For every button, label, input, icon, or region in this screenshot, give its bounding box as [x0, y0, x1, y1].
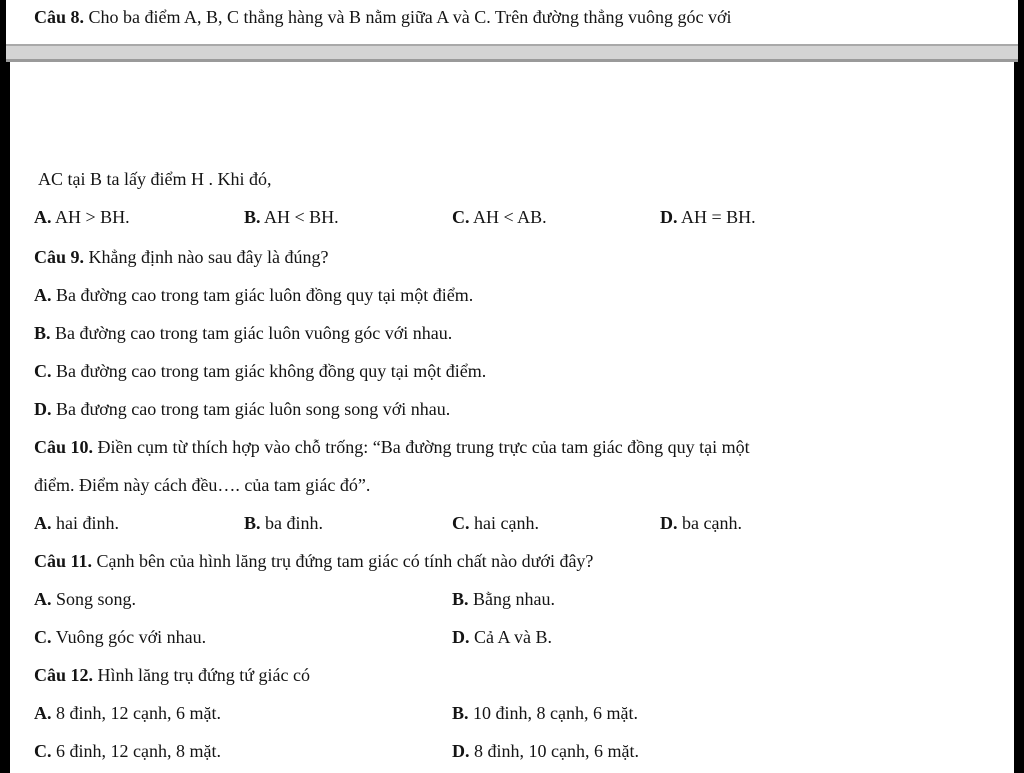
q8-text-line2: AC tại B ta lấy điểm H . Khi đó, — [38, 169, 272, 189]
q11-option-d: D. Cả A và B. — [452, 627, 553, 647]
q8-option-d: D. AH = BH. — [660, 207, 756, 227]
q8-stem-1: Cho ba điểm A, B, C thẳng hàng và B nằm giữa A và C. Trên đường thẳng vuông góc với — [88, 7, 732, 27]
q12-option-a: A. 8 đinh, 12 cạnh, 6 mặt. — [34, 703, 221, 723]
q11-option-c: C. Vuông góc với nhau. — [34, 627, 207, 647]
q10-option-b: B. ba đinh. — [244, 513, 324, 533]
q12-option-b: B. 10 đinh, 8 cạnh, 6 mặt. — [452, 703, 638, 723]
q8-option-b: B. AH < BH. — [244, 207, 339, 227]
page-separator-band — [6, 44, 1018, 62]
q8-text-line1 — [34, 6, 732, 28]
q11-option-b: B. Bằng nhau. — [452, 589, 555, 609]
q11-question: Câu 11. Cạnh bên của hình lăng trụ đứng tam giác có tính chất nào dưới đây? — [34, 551, 594, 571]
q9-option-a: A. Ba đường cao trong tam giác luôn đồng quy tại một điểm. — [34, 285, 474, 305]
document-page — [10, 62, 1014, 773]
q12-option-d: D. 8 đinh, 10 cạnh, 6 mặt. — [452, 741, 639, 761]
q9-option-b: B. Ba đường cao trong tam giác luôn vuông góc với nhau. — [34, 323, 453, 343]
q8-label: Câu 8. — [34, 7, 85, 27]
q11-option-a: A. Song song. — [34, 589, 137, 609]
q9-question: Câu 9. Khẳng định nào sau đây là đúng? — [34, 247, 329, 267]
q9-option-c: C. Ba đường cao trong tam giác không đồng quy tại một điểm. — [34, 361, 487, 381]
q8-option-c: C. AH < AB. — [452, 207, 547, 227]
q10-question-line2: điểm. Điểm này cách đều…. của tam giác đó”. — [34, 475, 371, 495]
q12-question: Câu 12. Hình lăng trụ đứng tứ giác có — [34, 665, 310, 685]
question-8-header-strip — [6, 0, 1018, 44]
q10-option-c: C. hai cạnh. — [452, 513, 539, 533]
q12-option-c: C. 6 đinh, 12 cạnh, 8 mặt. — [34, 741, 221, 761]
q8-option-a: A. AH > BH. — [34, 207, 130, 227]
q10-option-a: A. hai đinh. — [34, 513, 119, 533]
q10-question-line1: Câu 10. Điền cụm từ thích hợp vào chỗ trống: “Ba đường trung trực của tam giác đồng quy tại một — [34, 437, 750, 457]
q9-option-d: D. Ba đương cao trong tam giác luôn song song với nhau. — [34, 399, 451, 419]
q10-option-d: D. ba cạnh. — [660, 513, 742, 533]
